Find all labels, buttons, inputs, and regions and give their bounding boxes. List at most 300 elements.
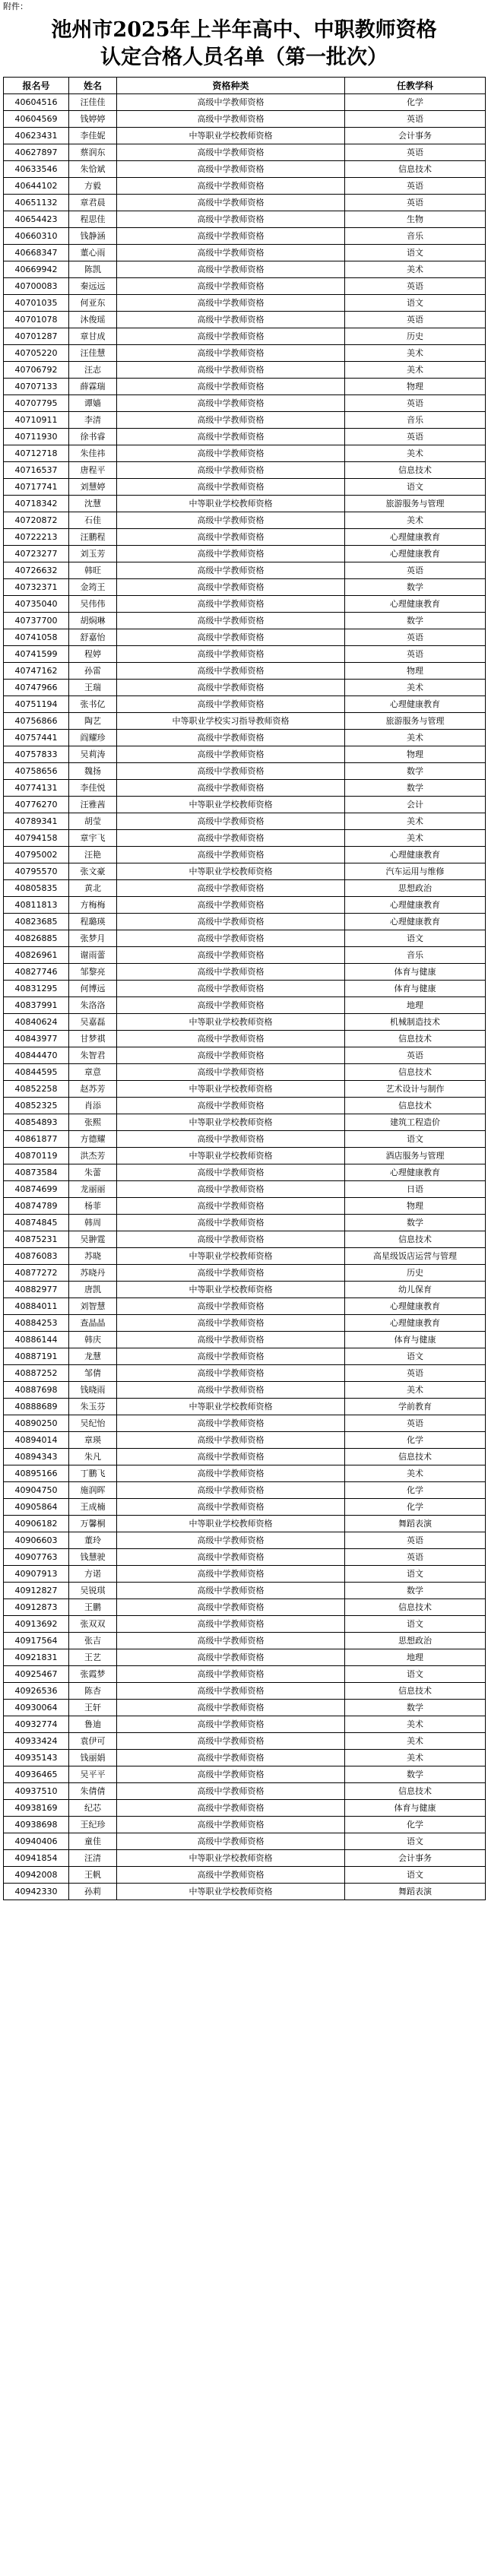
cell-qualification-type: 高级中学教师资格 <box>117 1332 345 1348</box>
cell-qualification-type: 高级中学教师资格 <box>117 1666 345 1683</box>
cell-qualification-type: 高级中学教师资格 <box>117 429 345 445</box>
table-row <box>4 663 486 680</box>
table-row <box>4 1432 486 1449</box>
cell-name: 钱静涵 <box>69 228 117 245</box>
cell-subject: 美术 <box>345 730 486 746</box>
cell-name: 龙丽丽 <box>69 1181 117 1198</box>
cell-subject: 心理健康教育 <box>345 1298 486 1315</box>
cell-subject: 数学 <box>345 613 486 629</box>
cell-name: 韩旺 <box>69 562 117 579</box>
cell-name: 肖添 <box>69 1098 117 1114</box>
cell-subject: 语文 <box>345 245 486 261</box>
cell-registration-no: 40894343 <box>4 1449 69 1465</box>
table-row <box>4 763 486 780</box>
cell-name: 何博远 <box>69 981 117 997</box>
cell-name: 刘玉芳 <box>69 546 117 562</box>
cell-subject: 物理 <box>345 1198 486 1215</box>
table-row <box>4 1365 486 1382</box>
cell-name: 王艺 <box>69 1649 117 1666</box>
table-row <box>4 445 486 462</box>
cell-registration-no: 40935143 <box>4 1750 69 1766</box>
cell-qualification-type: 高级中学教师资格 <box>117 379 345 395</box>
cell-subject: 会计 <box>345 797 486 813</box>
table-row <box>4 1014 486 1031</box>
cell-subject: 信息技术 <box>345 1064 486 1081</box>
cell-registration-no: 40716537 <box>4 462 69 479</box>
cell-subject: 美术 <box>345 345 486 362</box>
cell-name: 李佳悦 <box>69 780 117 797</box>
cell-qualification-type: 高级中学教师资格 <box>117 964 345 981</box>
table-row <box>4 1282 486 1298</box>
table-row <box>4 730 486 746</box>
cell-qualification-type: 高级中学教师资格 <box>117 462 345 479</box>
cell-qualification-type: 高级中学教师资格 <box>117 947 345 964</box>
cell-registration-no: 40861877 <box>4 1131 69 1148</box>
cell-subject: 心理健康教育 <box>345 914 486 930</box>
table-row <box>4 930 486 947</box>
cell-name: 钱慧驶 <box>69 1549 117 1566</box>
table-row <box>4 395 486 412</box>
cell-qualification-type: 高级中学教师资格 <box>117 395 345 412</box>
table-row <box>4 1750 486 1766</box>
cell-registration-no: 40890250 <box>4 1415 69 1432</box>
table-row <box>4 1817 486 1833</box>
cell-name: 王成楠 <box>69 1499 117 1516</box>
cell-qualification-type: 高级中学教师资格 <box>117 1315 345 1332</box>
cell-registration-no: 40789341 <box>4 813 69 830</box>
cell-subject: 美术 <box>345 1733 486 1750</box>
cell-name: 汪佳佳 <box>69 94 117 111</box>
cell-subject: 信息技术 <box>345 1231 486 1248</box>
cell-qualification-type: 高级中学教师资格 <box>117 914 345 930</box>
cell-qualification-type: 高级中学教师资格 <box>117 1415 345 1432</box>
cell-subject: 信息技术 <box>345 1449 486 1465</box>
cell-registration-no: 40942008 <box>4 1867 69 1884</box>
cell-registration-no: 40941854 <box>4 1850 69 1867</box>
cell-qualification-type: 高级中学教师资格 <box>117 746 345 763</box>
cell-subject: 语文 <box>345 1131 486 1148</box>
table-row <box>4 1649 486 1666</box>
cell-qualification-type: 高级中学教师资格 <box>117 228 345 245</box>
cell-qualification-type: 高级中学教师资格 <box>117 479 345 496</box>
table-row <box>4 863 486 880</box>
cell-name: 方诺 <box>69 1566 117 1583</box>
table-row <box>4 797 486 813</box>
cell-qualification-type: 高级中学教师资格 <box>117 111 345 128</box>
cell-subject: 信息技术 <box>345 1599 486 1616</box>
cell-subject: 语文 <box>345 1833 486 1850</box>
header-qualification-type: 资格种类 <box>117 78 345 94</box>
cell-subject: 英语 <box>345 312 486 328</box>
cell-subject: 心理健康教育 <box>345 546 486 562</box>
table-row <box>4 1583 486 1599</box>
cell-name: 袁伊可 <box>69 1733 117 1750</box>
cell-name: 薛霖瑞 <box>69 379 117 395</box>
cell-name: 丁鹏飞 <box>69 1465 117 1482</box>
cell-registration-no: 40654423 <box>4 211 69 228</box>
cell-qualification-type: 中等职业学校教师资格 <box>117 1114 345 1131</box>
table-row <box>4 1800 486 1817</box>
cell-name: 王轩 <box>69 1700 117 1716</box>
cell-registration-no: 40854893 <box>4 1114 69 1131</box>
cell-registration-no: 40741058 <box>4 629 69 646</box>
cell-qualification-type: 高级中学教师资格 <box>117 1231 345 1248</box>
cell-registration-no: 40604569 <box>4 111 69 128</box>
cell-subject: 英语 <box>345 629 486 646</box>
table-row <box>4 529 486 546</box>
table-row <box>4 328 486 345</box>
cell-registration-no: 40906182 <box>4 1516 69 1532</box>
cell-name: 刘智慧 <box>69 1298 117 1315</box>
cell-registration-no: 40940406 <box>4 1833 69 1850</box>
cell-name: 秦远远 <box>69 278 117 295</box>
cell-qualification-type: 中等职业学校教师资格 <box>117 1081 345 1098</box>
cell-qualification-type: 高级中学教师资格 <box>117 997 345 1014</box>
table-row <box>4 1783 486 1800</box>
cell-registration-no: 40907763 <box>4 1549 69 1566</box>
cell-name: 张梦月 <box>69 930 117 947</box>
cell-subject: 思想政治 <box>345 1633 486 1649</box>
cell-registration-no: 40933424 <box>4 1733 69 1750</box>
cell-registration-no: 40884253 <box>4 1315 69 1332</box>
cell-name: 程思佳 <box>69 211 117 228</box>
cell-qualification-type: 中等职业学校教师资格 <box>117 1399 345 1415</box>
cell-subject: 化学 <box>345 1432 486 1449</box>
cell-registration-no: 40912827 <box>4 1583 69 1599</box>
cell-subject: 数学 <box>345 1766 486 1783</box>
cell-subject: 物理 <box>345 663 486 680</box>
cell-name: 程婷 <box>69 646 117 663</box>
cell-registration-no: 40627897 <box>4 144 69 161</box>
cell-qualification-type: 高级中学教师资格 <box>117 178 345 195</box>
cell-subject: 心理健康教育 <box>345 897 486 914</box>
cell-registration-no: 40831295 <box>4 981 69 997</box>
cell-qualification-type: 高级中学教师资格 <box>117 1198 345 1215</box>
table-row <box>4 1716 486 1733</box>
cell-registration-no: 40925467 <box>4 1666 69 1683</box>
cell-qualification-type: 高级中学教师资格 <box>117 1649 345 1666</box>
cell-qualification-type: 高级中学教师资格 <box>117 345 345 362</box>
cell-subject: 英语 <box>345 646 486 663</box>
table-row <box>4 228 486 245</box>
cell-registration-no: 40751194 <box>4 696 69 713</box>
cell-subject: 美术 <box>345 1382 486 1399</box>
cell-registration-no: 40895166 <box>4 1465 69 1482</box>
table-row <box>4 1231 486 1248</box>
cell-registration-no: 40844595 <box>4 1064 69 1081</box>
cell-qualification-type: 高级中学教师资格 <box>117 780 345 797</box>
cell-name: 金筠王 <box>69 579 117 596</box>
cell-subject: 高星级饭店运营与管理 <box>345 1248 486 1265</box>
page-subtitle: 认定合格人员名单（第一批次） <box>100 46 388 69</box>
cell-subject: 英语 <box>345 195 486 211</box>
cell-subject: 音乐 <box>345 228 486 245</box>
cell-subject: 信息技术 <box>345 1683 486 1700</box>
cell-qualification-type: 高级中学教师资格 <box>117 1348 345 1365</box>
cell-name: 施润晖 <box>69 1482 117 1499</box>
cell-qualification-type: 高级中学教师资格 <box>117 1783 345 1800</box>
cell-qualification-type: 高级中学教师资格 <box>117 1867 345 1884</box>
cell-name: 董心雨 <box>69 245 117 261</box>
cell-registration-no: 40843977 <box>4 1031 69 1047</box>
cell-qualification-type: 高级中学教师资格 <box>117 579 345 596</box>
cell-qualification-type: 高级中学教师资格 <box>117 1449 345 1465</box>
cell-qualification-type: 高级中学教师资格 <box>117 1047 345 1064</box>
cell-name: 纪芯 <box>69 1800 117 1817</box>
cell-qualification-type: 高级中学教师资格 <box>117 1382 345 1399</box>
table-row <box>4 429 486 445</box>
cell-name: 朱洛洛 <box>69 997 117 1014</box>
table-row <box>4 897 486 914</box>
cell-name: 朱恰斌 <box>69 161 117 178</box>
cell-name: 沈慧 <box>69 496 117 512</box>
cell-qualification-type: 高级中学教师资格 <box>117 1164 345 1181</box>
table-row <box>4 1683 486 1700</box>
cell-name: 孙莉 <box>69 1884 117 1900</box>
cell-subject: 化学 <box>345 1482 486 1499</box>
cell-subject: 语文 <box>345 930 486 947</box>
cell-qualification-type: 高级中学教师资格 <box>117 680 345 696</box>
cell-name: 洪杰芳 <box>69 1148 117 1164</box>
cell-name: 方德耀 <box>69 1131 117 1148</box>
cell-name: 朱智君 <box>69 1047 117 1064</box>
cell-subject: 美术 <box>345 830 486 847</box>
cell-qualification-type: 高级中学教师资格 <box>117 1131 345 1148</box>
cell-name: 万馨桐 <box>69 1516 117 1532</box>
cell-subject: 语文 <box>345 1666 486 1683</box>
cell-qualification-type: 高级中学教师资格 <box>117 596 345 613</box>
cell-registration-no: 40837991 <box>4 997 69 1014</box>
cell-subject: 心理健康教育 <box>345 847 486 863</box>
cell-name: 胡莹 <box>69 813 117 830</box>
cell-name: 陶艺 <box>69 713 117 730</box>
table-row <box>4 1215 486 1231</box>
cell-subject: 美术 <box>345 445 486 462</box>
table-row <box>4 1382 486 1399</box>
cell-subject: 历史 <box>345 1265 486 1282</box>
cell-registration-no: 40747966 <box>4 680 69 696</box>
cell-name: 吴翀霆 <box>69 1231 117 1248</box>
cell-subject: 英语 <box>345 1532 486 1549</box>
cell-registration-no: 40930064 <box>4 1700 69 1716</box>
table-row <box>4 345 486 362</box>
cell-subject: 生物 <box>345 211 486 228</box>
table-header-row <box>4 78 486 94</box>
table-row <box>4 128 486 144</box>
cell-subject: 信息技术 <box>345 1031 486 1047</box>
table-row <box>4 1164 486 1181</box>
cell-name: 章意 <box>69 1064 117 1081</box>
cell-registration-no: 40700083 <box>4 278 69 295</box>
table-row <box>4 1181 486 1198</box>
cell-name: 谢雨蕾 <box>69 947 117 964</box>
cell-subject: 会计事务 <box>345 1850 486 1867</box>
cell-subject: 地理 <box>345 1649 486 1666</box>
cell-qualification-type: 高级中学教师资格 <box>117 1766 345 1783</box>
cell-registration-no: 40904750 <box>4 1482 69 1499</box>
table-row <box>4 1198 486 1215</box>
cell-registration-no: 40827746 <box>4 964 69 981</box>
cell-qualification-type: 高级中学教师资格 <box>117 730 345 746</box>
cell-name: 何亚东 <box>69 295 117 312</box>
table-row <box>4 512 486 529</box>
table-row <box>4 1114 486 1131</box>
cell-name: 鲁迪 <box>69 1716 117 1733</box>
cell-registration-no: 40757441 <box>4 730 69 746</box>
header-name: 姓名 <box>69 78 117 94</box>
cell-qualification-type: 高级中学教师资格 <box>117 1566 345 1583</box>
cell-name: 汪佳慧 <box>69 345 117 362</box>
cell-subject: 美术 <box>345 261 486 278</box>
cell-name: 舒嘉怡 <box>69 629 117 646</box>
table-row <box>4 161 486 178</box>
table-row <box>4 1332 486 1348</box>
cell-name: 方毅 <box>69 178 117 195</box>
table-row <box>4 1098 486 1114</box>
cell-qualification-type: 高级中学教师资格 <box>117 613 345 629</box>
table-row <box>4 713 486 730</box>
cell-name: 汪艳 <box>69 847 117 863</box>
page-title: 池州市2025年上半年高中、中职教师资格 <box>51 18 437 42</box>
cell-subject: 语文 <box>345 479 486 496</box>
cell-registration-no: 40604516 <box>4 94 69 111</box>
cell-qualification-type: 高级中学教师资格 <box>117 512 345 529</box>
cell-registration-no: 40887698 <box>4 1382 69 1399</box>
cell-name: 张霞梦 <box>69 1666 117 1683</box>
cell-registration-no: 40717741 <box>4 479 69 496</box>
cell-subject: 舞蹈表演 <box>345 1516 486 1532</box>
cell-name: 孙雷 <box>69 663 117 680</box>
cell-name: 黄北 <box>69 880 117 897</box>
table-row <box>4 746 486 763</box>
cell-name: 吴莉涛 <box>69 746 117 763</box>
cell-subject: 体育与健康 <box>345 981 486 997</box>
cell-subject: 幼儿保育 <box>345 1282 486 1298</box>
cell-subject: 英语 <box>345 144 486 161</box>
cell-name: 朱玉芬 <box>69 1399 117 1415</box>
table-row <box>4 1700 486 1716</box>
cell-registration-no: 40852258 <box>4 1081 69 1098</box>
cell-registration-no: 40874789 <box>4 1198 69 1215</box>
cell-registration-no: 40932774 <box>4 1716 69 1733</box>
cell-qualification-type: 高级中学教师资格 <box>117 546 345 562</box>
cell-name: 吴平平 <box>69 1766 117 1783</box>
cell-qualification-type: 高级中学教师资格 <box>117 211 345 228</box>
cell-subject: 数学 <box>345 780 486 797</box>
cell-qualification-type: 高级中学教师资格 <box>117 1633 345 1649</box>
cell-registration-no: 40938169 <box>4 1800 69 1817</box>
cell-registration-no: 40758656 <box>4 763 69 780</box>
cell-qualification-type: 高级中学教师资格 <box>117 1215 345 1231</box>
cell-name: 石佳 <box>69 512 117 529</box>
cell-subject: 心理健康教育 <box>345 1164 486 1181</box>
cell-registration-no: 40711930 <box>4 429 69 445</box>
table-row <box>4 1499 486 1516</box>
cell-registration-no: 40887191 <box>4 1348 69 1365</box>
cell-subject: 音乐 <box>345 412 486 429</box>
cell-name: 苏晓 <box>69 1248 117 1265</box>
cell-qualification-type: 高级中学教师资格 <box>117 562 345 579</box>
cell-qualification-type: 高级中学教师资格 <box>117 1298 345 1315</box>
cell-subject: 物理 <box>345 379 486 395</box>
cell-qualification-type: 高级中学教师资格 <box>117 312 345 328</box>
cell-subject: 酒店服务与管理 <box>345 1148 486 1164</box>
cell-qualification-type: 高级中学教师资格 <box>117 1064 345 1081</box>
table-row <box>4 295 486 312</box>
cell-subject: 英语 <box>345 395 486 412</box>
cell-registration-no: 40826961 <box>4 947 69 964</box>
cell-name: 张双双 <box>69 1616 117 1633</box>
header-subject: 任教学科 <box>345 78 486 94</box>
table-row <box>4 1415 486 1432</box>
cell-name: 朱蕾 <box>69 1164 117 1181</box>
cell-subject: 会计事务 <box>345 128 486 144</box>
table-row <box>4 1315 486 1332</box>
cell-name: 甘梦祺 <box>69 1031 117 1047</box>
cell-qualification-type: 高级中学教师资格 <box>117 1716 345 1733</box>
cell-qualification-type: 高级中学教师资格 <box>117 1482 345 1499</box>
cell-subject: 艺术设计与制作 <box>345 1081 486 1098</box>
table-row <box>4 1666 486 1683</box>
table-row <box>4 562 486 579</box>
cell-qualification-type: 中等职业学校教师资格 <box>117 1248 345 1265</box>
cell-subject: 思想政治 <box>345 880 486 897</box>
cell-name: 汪鹏程 <box>69 529 117 546</box>
cell-name: 章君晨 <box>69 195 117 211</box>
cell-name: 陈凯 <box>69 261 117 278</box>
cell-registration-no: 40874699 <box>4 1181 69 1198</box>
cell-subject: 英语 <box>345 1415 486 1432</box>
cell-qualification-type: 高级中学教师资格 <box>117 763 345 780</box>
cell-qualification-type: 高级中学教师资格 <box>117 646 345 663</box>
cell-name: 章瑛 <box>69 1432 117 1449</box>
table-row <box>4 312 486 328</box>
cell-subject: 英语 <box>345 562 486 579</box>
table-row <box>4 1348 486 1365</box>
table-row <box>4 245 486 261</box>
cell-subject: 数学 <box>345 763 486 780</box>
cell-registration-no: 40701035 <box>4 295 69 312</box>
table-row <box>4 379 486 395</box>
table-row <box>4 94 486 111</box>
cell-name: 魏扬 <box>69 763 117 780</box>
cell-subject: 地理 <box>345 997 486 1014</box>
table-row <box>4 1047 486 1064</box>
cell-registration-no: 40937510 <box>4 1783 69 1800</box>
cell-registration-no: 40795002 <box>4 847 69 863</box>
table-row <box>4 479 486 496</box>
cell-registration-no: 40735040 <box>4 596 69 613</box>
cell-registration-no: 40907913 <box>4 1566 69 1583</box>
cell-registration-no: 40718342 <box>4 496 69 512</box>
table-row <box>4 362 486 379</box>
table-row <box>4 211 486 228</box>
table-row <box>4 1549 486 1566</box>
cell-subject: 美术 <box>345 1750 486 1766</box>
table-row <box>4 1449 486 1465</box>
table-row <box>4 596 486 613</box>
cell-registration-no: 40707133 <box>4 379 69 395</box>
cell-qualification-type: 高级中学教师资格 <box>117 813 345 830</box>
cell-subject: 英语 <box>345 1365 486 1382</box>
cell-registration-no: 40870119 <box>4 1148 69 1164</box>
cell-qualification-type: 高级中学教师资格 <box>117 1616 345 1633</box>
cell-registration-no: 40887252 <box>4 1365 69 1382</box>
cell-subject: 心理健康教育 <box>345 696 486 713</box>
cell-name: 方梅梅 <box>69 897 117 914</box>
cell-name: 章甘成 <box>69 328 117 345</box>
cell-registration-no: 40840624 <box>4 1014 69 1031</box>
